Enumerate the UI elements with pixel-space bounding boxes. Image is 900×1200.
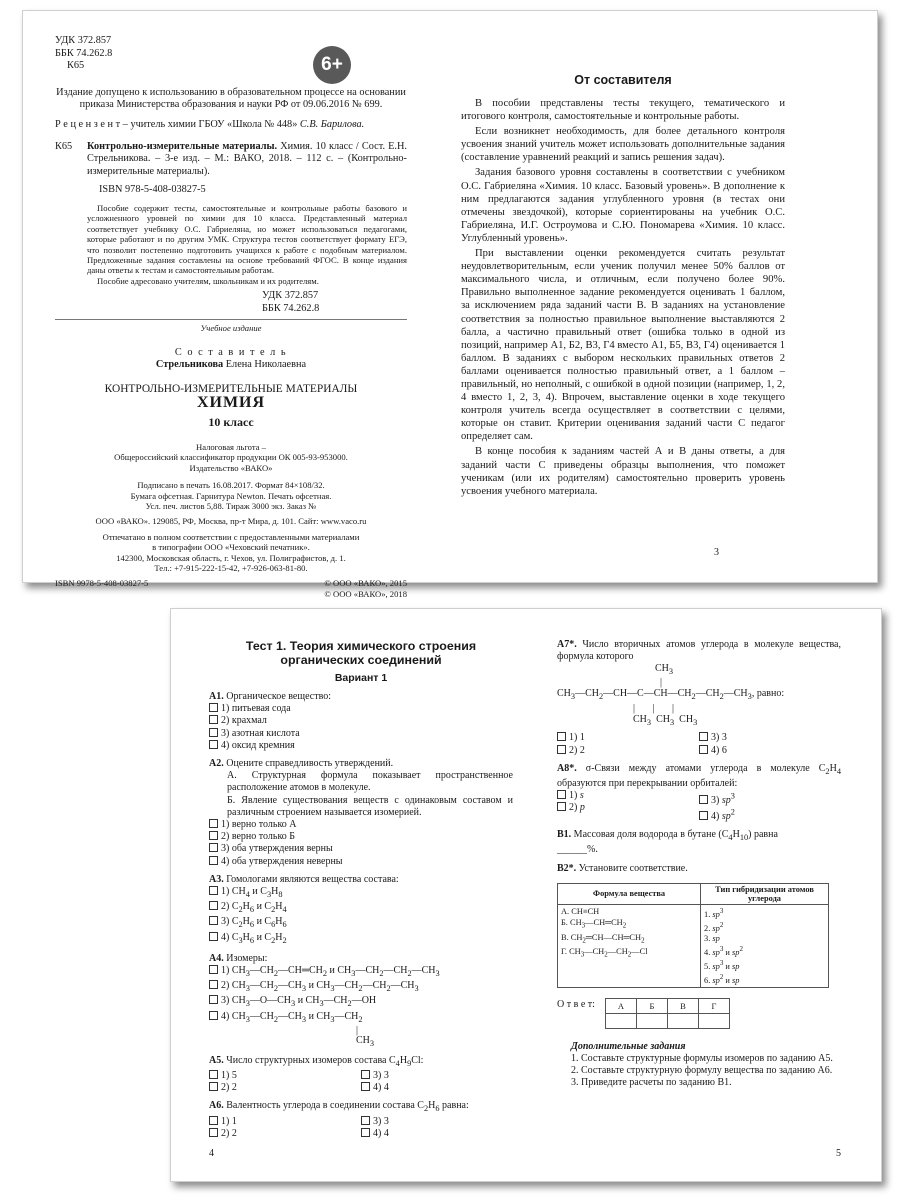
edition-type: Учебное издание	[200, 323, 262, 334]
option[interactable]	[209, 1011, 513, 1026]
statement-b: Б. Явление существования веществ с одинаковым составом и различным строением называется изомерией.	[227, 794, 513, 818]
option[interactable]	[699, 807, 841, 824]
option[interactable]	[361, 1128, 513, 1140]
question-text: Массовая доля водорода в бутане $(C_4H_{10})$ равна	[571, 829, 778, 843]
tax-info	[55, 442, 407, 473]
table-cell: 4. $sp^3$ и $sp^2$	[704, 945, 743, 958]
question-a5	[209, 1055, 513, 1095]
age-rating-badge: 6+	[313, 46, 351, 84]
answer-blank[interactable]: ______%.	[557, 844, 598, 856]
checkbox[interactable]	[209, 1082, 218, 1091]
approval-text: Издание допущено к использованию в образовательном процессе на основании приказа Министерства образования и науки РФ от 09.06.2016 № 699.	[56, 86, 406, 111]
k65-line: К65	[67, 60, 85, 72]
udk-header	[55, 35, 407, 73]
series-title: КОНТРОЛЬНО-ИЗМЕРИТЕЛЬНЫЕ МАТЕРИАЛЫ	[104, 382, 358, 395]
publisher-address: ООО «ВАКО». 129085, РФ, Москва, пр-т Мира, д. 101. Сайт: www.vaco.ru	[95, 516, 367, 527]
question-a3	[209, 874, 513, 947]
test-page-left	[171, 609, 527, 1181]
option[interactable]	[209, 740, 513, 752]
test-title-line2: органических соединений	[280, 653, 442, 667]
question-text: Изомеры:	[223, 952, 268, 964]
option[interactable]	[361, 1082, 513, 1094]
question-label: А1.	[209, 691, 224, 702]
option-label: 1) s	[569, 790, 584, 802]
option[interactable]	[209, 980, 513, 995]
printer-line: Тел.: +7-915-222-15-42, +7-926-063-81-80.	[154, 563, 308, 574]
checkbox[interactable]	[699, 795, 708, 804]
tax-line: Издательство «ВАКО»	[189, 462, 273, 473]
page-number: 3	[714, 547, 719, 558]
option-label: 4) оксид кремния	[221, 739, 295, 751]
option[interactable]	[209, 1128, 361, 1140]
question-tail: , равно:	[751, 688, 785, 700]
option[interactable]	[209, 819, 513, 831]
question-label: В1.	[557, 829, 572, 841]
table-header: Тип гибридизации атомов углерода	[701, 883, 829, 904]
bibliographic-entry	[55, 141, 407, 316]
option-label: 2) верно только Б	[221, 831, 296, 843]
checkbox[interactable]	[361, 1082, 370, 1091]
extra-item: 3. Приведите расчеты по заданию В1.	[571, 1077, 732, 1089]
compiler-surname: Стрельникова	[155, 359, 224, 371]
table-cell: Г. $CH_3—CH_2—CH_2—Cl$	[561, 947, 648, 959]
structural-formula-bottom: | | | $CH_3$ $CH_3$ $CH_3$	[633, 703, 698, 728]
option-label: 4) $sp^2$	[711, 807, 735, 823]
option-label: 1) 1	[221, 1115, 237, 1127]
preface-heading: От составителя	[574, 73, 672, 87]
checkbox[interactable]	[361, 1116, 370, 1125]
answer-cell[interactable]	[636, 1013, 667, 1028]
divider	[55, 319, 407, 320]
option[interactable]	[209, 715, 513, 727]
printer-line: Отпечатано в полном соответствии с предоставленными материалами	[102, 531, 360, 542]
book-spread-test	[170, 608, 882, 1182]
page-number: 5	[836, 1148, 841, 1159]
printer-line: в типографии ООО «Чеховский печатник».	[152, 542, 310, 553]
option[interactable]	[557, 745, 699, 757]
checkbox[interactable]	[361, 1070, 370, 1079]
checkbox[interactable]	[209, 901, 218, 910]
structural-formula-main: $CH_3—CH_2—CH—C—CH—CH_2—CH_2—CH_3$, равно:	[557, 688, 785, 702]
test-page-right	[527, 609, 883, 1181]
subject-title: ХИМИЯ	[196, 393, 266, 411]
checkbox[interactable]	[209, 740, 218, 749]
option[interactable]	[209, 995, 513, 1010]
option[interactable]	[209, 916, 513, 931]
option[interactable]	[209, 932, 513, 947]
option[interactable]	[209, 1116, 361, 1128]
question-a6	[209, 1100, 513, 1140]
option[interactable]	[209, 703, 513, 715]
checkbox[interactable]	[209, 728, 218, 737]
answer-col-header: А	[605, 998, 636, 1013]
checkbox[interactable]	[209, 886, 218, 895]
checkbox[interactable]	[209, 1116, 218, 1125]
option-label: 4) 4	[373, 1127, 389, 1139]
option[interactable]	[209, 901, 513, 916]
extra-item: 2. Составьте структурную формулу вещества по заданию А6.	[571, 1065, 833, 1077]
reviewer-label: Р е ц е н з е н т	[55, 118, 121, 130]
statement-a: А. Структурная формула показывает пространственное расположение атомов в молекуле.	[227, 770, 513, 794]
option-label: 4) $C_3H_6$ и $C_2H_2$	[221, 931, 287, 945]
imprint-page	[23, 11, 451, 599]
abstract: Пособие содержит тесты, самостоятельные и контрольные работы базового и усложненного уровней по химии для 10 класса. Представленный материал соответствует учебнику О.С. Габриеляна, но может использоваться педагогами, которые работают и по другим УМК. Структура тестов соответствует формату ЕГЭ, что позволит постепенно подготовить учащихся к работе с подобным материалом. Предложенные задания составлены на основе требований ФГОС. В конце издания даны ответы к тестам и самостоятельным работам.	[87, 202, 407, 276]
bbk-line: ББК 74.262.8	[55, 47, 113, 59]
option[interactable]	[557, 732, 699, 744]
tax-line: Общероссийский классификатор продукции ОК 005-93-953000.	[114, 452, 348, 463]
checkbox[interactable]	[209, 831, 218, 840]
copyright-line: © ООО «ВАКО», 2015	[324, 578, 407, 589]
question-label: А7*.	[557, 639, 577, 650]
question-label: В2*.	[557, 862, 577, 874]
option-label: 3) 3	[373, 1070, 389, 1082]
hybrid-column	[701, 904, 829, 987]
test-title: Тест 1. Теория химического строения	[245, 639, 477, 653]
option-label: 2) 2	[221, 1127, 237, 1139]
checkbox[interactable]	[209, 995, 218, 1004]
answer-grid	[557, 998, 841, 1029]
question-a4	[209, 953, 513, 1049]
k65-mark: К65	[55, 140, 73, 152]
answer-cell[interactable]	[605, 1013, 636, 1028]
option[interactable]	[209, 831, 513, 843]
grade-title: 10 класс	[208, 414, 254, 429]
option-label: 1) $CH_4$ и $C_3H_8$	[221, 886, 283, 900]
checkbox[interactable]	[209, 1011, 218, 1020]
checkbox[interactable]	[557, 732, 566, 741]
option[interactable]	[209, 856, 513, 868]
structural-formula-top: $CH_3$ |	[655, 663, 674, 689]
option-label: 3) 3	[373, 1115, 389, 1127]
option[interactable]	[209, 1082, 361, 1094]
answer-col-header: В	[667, 998, 698, 1013]
book-title-rest: Химия. 10 класс / Сост. Е.Н. Стрельникова. – 3-е изд. – М.: ВАКО, 2018. – 112 с. – (Контрольно-измерительные материалы).	[87, 140, 407, 177]
option-label: 3) $CH_3—O—CH_3$ и $CH_3—CH_2—OH$	[221, 995, 377, 1009]
option[interactable]	[361, 1070, 513, 1082]
compiler-given: Елена Николаевна	[223, 359, 307, 371]
option-label: 3) 3	[711, 732, 727, 744]
compiler-name	[55, 359, 407, 372]
print-info	[55, 480, 407, 511]
checkbox[interactable]	[209, 1070, 218, 1079]
option-label: 1) 5	[221, 1070, 237, 1082]
option[interactable]	[209, 843, 513, 855]
table-cell: 2. $sp^2$	[704, 920, 724, 933]
option-label: 2) p	[569, 802, 585, 814]
question-label: А2.	[209, 758, 224, 770]
book-spread-title	[22, 10, 878, 599]
option-label: 2) $CH_3—CH_2—CH_3$ и $CH_3—CH_2—CH_2—CH_3$	[221, 980, 419, 994]
table-cell: В. $CH_2═CH—CH═CH_2$	[561, 932, 645, 945]
preface-page	[451, 11, 879, 582]
option[interactable]	[209, 1070, 361, 1082]
a4-branch: | $CH_3$	[356, 1024, 375, 1048]
udk-bottom	[87, 290, 407, 315]
udk-line: УДК 372.857	[55, 35, 112, 46]
option-label: 1) $CH_3—CH_2—CH═CH_2$ и $CH_3—CH_2—CH_2—CH_3$	[221, 965, 440, 979]
checkbox[interactable]	[209, 843, 218, 852]
udk-bottom-line: УДК 372.857	[262, 290, 319, 302]
book-description	[87, 141, 407, 179]
option-label: 2) крахмал	[221, 715, 267, 727]
question-a7	[557, 639, 841, 757]
question-text: Оцените справедливость утверждений.	[223, 758, 394, 770]
answer-cell[interactable]	[667, 1013, 698, 1028]
copyright-line: © ООО «ВАКО», 2018	[324, 588, 407, 599]
option-label: 1) верно только А	[221, 819, 297, 831]
table-cell: 1. $sp^3$	[704, 906, 724, 919]
option-label: 1) питьевая сода	[221, 703, 291, 715]
isbn-bottom: ISBN 9978-5-408-03827-5	[55, 578, 149, 589]
checkbox[interactable]	[209, 916, 218, 925]
tax-line: Налоговая льгота –	[196, 441, 266, 452]
option-label: 3) оба утверждения верны	[221, 843, 333, 855]
isbn-top: ISBN 978-5-408-03827-5	[99, 184, 206, 196]
checkbox[interactable]	[361, 1128, 370, 1137]
variant-label: Вариант 1	[334, 672, 388, 684]
question-label: А3.	[209, 873, 224, 885]
table-cell: Б. $CH_3—CH═CH_2$	[561, 917, 627, 930]
answer-cell[interactable]	[698, 1013, 729, 1028]
print-line: Подписано в печать 16.08.2017. Формат 84×108/32.	[137, 480, 325, 491]
preface-paragraph: В конце пособия к заданиям частей А и В даны ответы, а для заданий части С приведены образцы выполнения, что поможет ученикам (или их родителям) самостоятельно проверить уровень усвоения учебного материала.	[461, 446, 785, 497]
checkbox[interactable]	[699, 732, 708, 741]
compiler-label: С о с т а в и т е л ь	[174, 346, 288, 358]
question-a2	[209, 758, 513, 868]
question-text: Гомологами являются вещества состава:	[223, 873, 399, 885]
checkbox[interactable]	[209, 980, 218, 989]
checkbox[interactable]	[557, 745, 566, 754]
checkbox[interactable]	[699, 811, 708, 820]
answer-table	[605, 998, 730, 1029]
question-text: Число структурных изомеров состава $C_4H_9Cl$:	[223, 1054, 424, 1068]
question-a1	[209, 691, 513, 752]
preface-paragraph: Если возникнет необходимость, для более детального контроля усвоения знаний учитель может использовать дополнительные задания (составление уравнений реакций и запись решения задач).	[461, 126, 785, 164]
option[interactable]	[699, 790, 841, 807]
option[interactable]	[361, 1116, 513, 1128]
option-label: 2) 2	[569, 744, 585, 756]
option-label: 1) 1	[569, 732, 585, 744]
checkbox[interactable]	[209, 715, 218, 724]
option[interactable]	[699, 732, 841, 744]
checkbox[interactable]	[209, 932, 218, 941]
checkbox[interactable]	[209, 1128, 218, 1137]
print-line: Бумага офсетная. Гарнитура Newton. Печать офсетная.	[130, 490, 332, 501]
extra-tasks	[557, 1041, 841, 1090]
question-text: Органическое вещество:	[223, 691, 331, 702]
question-b2	[557, 863, 841, 875]
printer-info	[55, 532, 407, 574]
question-text: Установите соответствие.	[576, 862, 688, 874]
question-label: А5.	[209, 1054, 224, 1066]
checkbox[interactable]	[557, 802, 566, 811]
table-cell: 5. $sp^3$ и sp	[704, 959, 740, 972]
reviewer-name: С.В. Барилова.	[299, 118, 365, 130]
option-label: 3) $C_2H_6$ и $C_6H_6$	[221, 916, 287, 930]
page-number: 4	[209, 1148, 214, 1159]
checkbox[interactable]	[209, 819, 218, 828]
table-cell: А. CH≡CH	[561, 906, 600, 916]
extra-title: Дополнительные задания	[571, 1040, 686, 1052]
answer-col-header: Г	[698, 998, 729, 1013]
preface-paragraph: В пособии представлены тесты текущего, тематического и итогового контроля, самостоятельные и контрольные работы.	[461, 98, 785, 123]
option-label: 2) 2	[221, 1082, 237, 1094]
answer-label: О т в е т:	[557, 998, 595, 1010]
option-label: 2) $C_2H_6$ и $C_2H_4$	[221, 901, 287, 915]
checkbox[interactable]	[557, 790, 566, 799]
formula-column	[558, 904, 701, 987]
option[interactable]	[557, 802, 699, 814]
question-b1	[557, 829, 841, 856]
copyright	[324, 578, 407, 599]
footer-row	[55, 578, 407, 599]
question-label: А6.	[209, 1100, 224, 1112]
matching-table	[557, 883, 829, 988]
extra-item: 1. Составьте структурные формулы изомеров по заданию А5.	[571, 1053, 833, 1065]
option-label: 4) оба утверждения неверны	[221, 855, 343, 867]
option[interactable]	[699, 745, 841, 757]
option[interactable]	[557, 790, 699, 802]
table-cell: 6. $sp^2$ и sp	[704, 973, 740, 985]
table-cell: 3. sp	[704, 934, 720, 944]
question-label: А8*.	[557, 762, 577, 774]
reviewer-line	[55, 119, 407, 132]
option-label: 3) $sp^3$	[711, 791, 735, 806]
audience: Пособие адресовано учителям, школьникам и их родителям.	[97, 275, 319, 286]
table-header: Формула вещества	[558, 883, 701, 904]
option[interactable]	[209, 965, 513, 980]
option-label: 4) 4	[373, 1082, 389, 1094]
option-label: 3) азотная кислота	[221, 727, 300, 739]
checkbox[interactable]	[209, 856, 218, 865]
book-title: Контрольно-измерительные материалы.	[87, 140, 278, 152]
printer-line: 142300, Московская область, г. Чехов, ул. Полиграфистов, д. 1.	[116, 552, 346, 563]
question-label: А4.	[209, 952, 224, 964]
question-a8	[557, 763, 841, 823]
preface-paragraph: При выставлении оценки рекомендуется считать результат неудовлетворительным, если ученик получил менее 50% баллов от максимального числа, и отличным, если получено более 90%. Правильно выполненное задание рекомендуется оценивать 1 баллом, за исключением ряда заданий части В. В заданиях на установление соответствия за полностью правильное выполнение выставляются 2 балла, а частично правильный ответ (ошибка только в одной из позиций, например А1, Б2, В3, Г4 вместо А1, Б5, В3, Г4) оценивается 1 баллом. В заданиях с выбором нескольких правильных ответов 2 баллами оценивается полностью правильный ответ, а 1 баллом – правильный, но неполный, с ошибкой в одной позиции (например, 1, 2, 4 вместо 1, 2, 3, 4). Впрочем, выставление оценки в ходе текущего контроля учитель всегда осуществляет в соответствии с целями, которые он ставит. Критерии оценивания заданий части С педагог определяет сам.	[461, 248, 785, 443]
option[interactable]	[209, 886, 513, 901]
print-line: Усл. печ. листов 5,88. Тираж 3000 экз. Заказ №	[145, 501, 317, 511]
answer-col-header: Б	[636, 998, 667, 1013]
bbk-bottom-line: ББК 74.262.8	[262, 302, 320, 314]
option-label: 4) 6	[711, 744, 727, 756]
checkbox[interactable]	[209, 965, 218, 974]
question-text: Валентность углерода в соединении состава $C_2H_6$ равна:	[223, 1100, 469, 1114]
question-text: σ-Связи между атомами углерода в молекуле $C_2H_4$ образуются при перекрывании орбиталей:	[557, 762, 841, 790]
checkbox[interactable]	[209, 703, 218, 712]
question-text: Число вторичных атомов углерода в молекуле вещества, формула которого	[557, 639, 841, 663]
option-label: 4) $CH_3—CH_2—CH_3$ и $CH_3—CH_2$	[221, 1010, 363, 1024]
checkbox[interactable]	[699, 745, 708, 754]
option[interactable]	[209, 728, 513, 740]
reviewer-text: – учитель химии ГБОУ «Школа № 448»	[120, 118, 300, 130]
preface-paragraph: Задания базового уровня составлены в соответствии с учебником О.С. Габриеляна «Химия. 10 класс. Базовый уровень». В дополнение к ним предлагаются задания углубленного уровня (в тестах они отмечены звездочкой), которые сориентированы на учебник О.С. Габриеляна, И.Г. Остроумова и С.Ю. Пономарева «Химия. 10 класс. Углубленный уровень».	[461, 167, 785, 244]
